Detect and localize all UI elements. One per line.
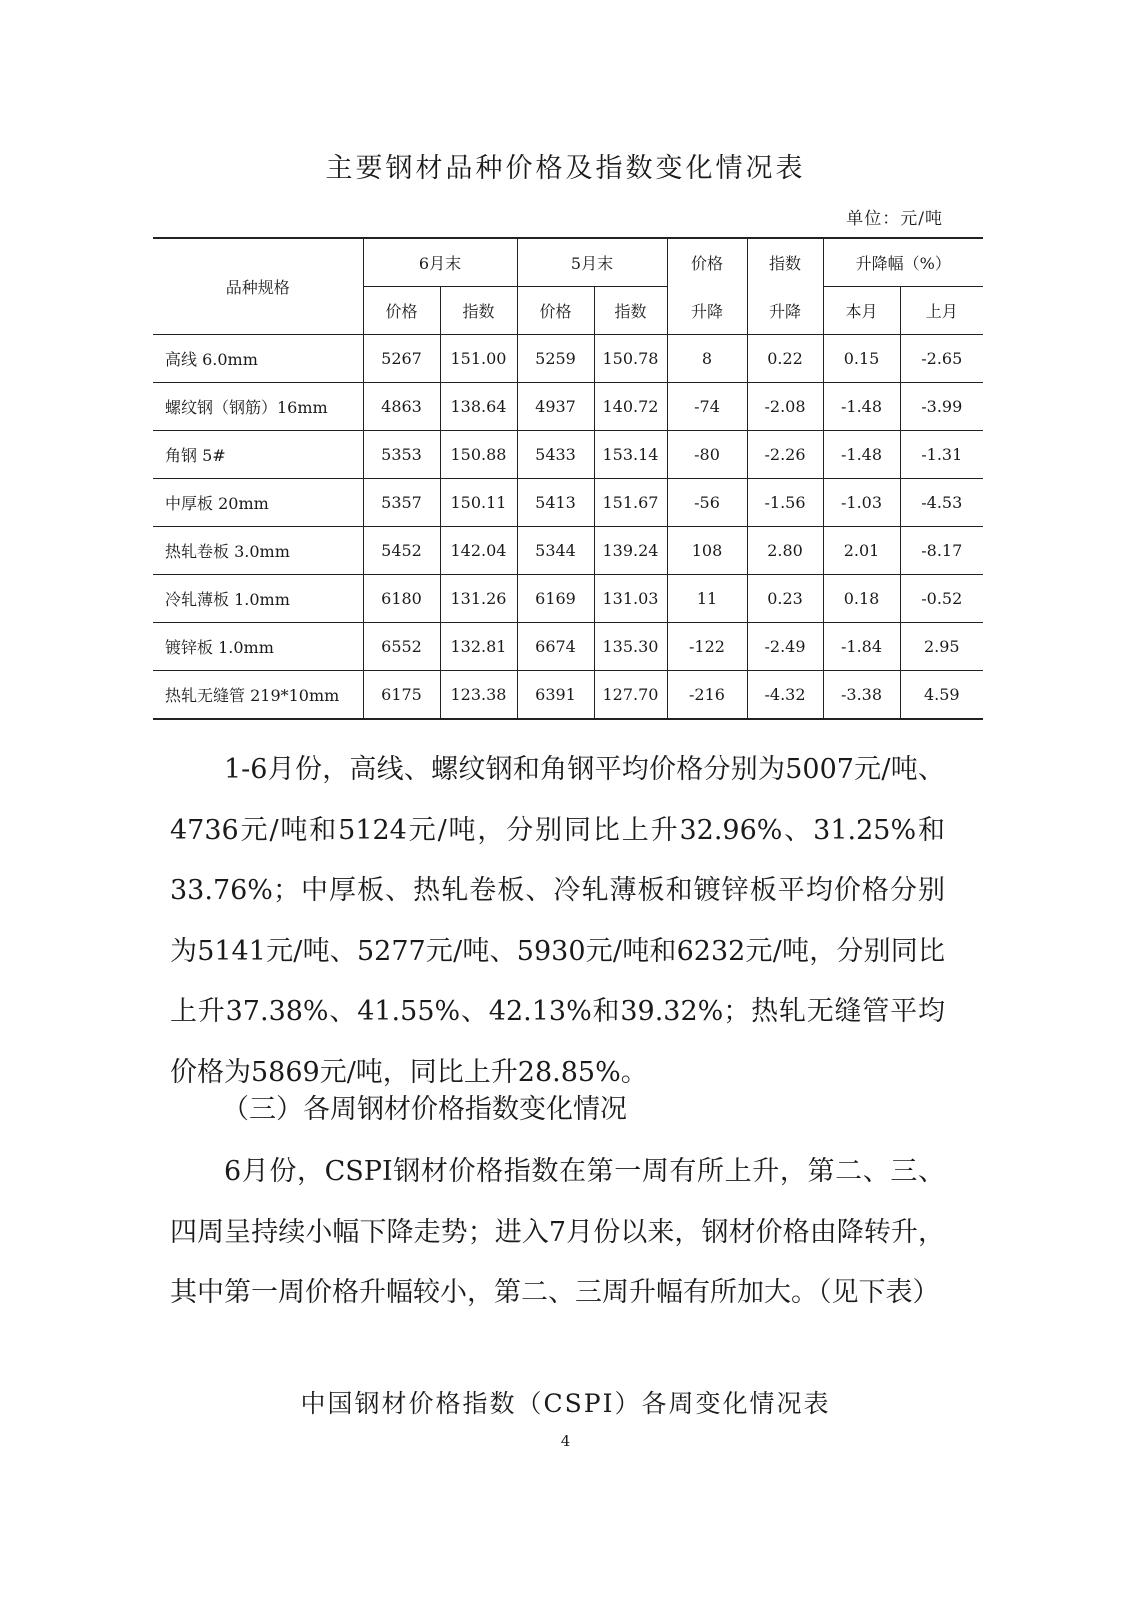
- cell-index-change: -4.32: [747, 671, 823, 720]
- header-price-change-bottom: 升降: [667, 287, 747, 335]
- cell-may-price: 5433: [517, 431, 594, 479]
- cell-this-month: 0.18: [823, 575, 900, 623]
- table-row: [153, 527, 983, 575]
- summary-paragraph: 1-6月份，高线、螺纹钢和角钢平均价格分别为5007元/吨、4736元/吨和5124元/吨，分别同比上升32.96%、31.25%和33.76%；中厚板、热轧卷板、冷轧薄板和镀锌板平均价格分别为5141元/吨、5277元/吨、5930元/吨和6232元/吨，分别同比上升37.38%、41.55%、42.13%和39.32%；热轧无缝管平均价格为5869元/吨，同比上升28.85%。: [170, 754, 945, 1088]
- header-this-month: 本月: [823, 287, 900, 335]
- cell-variety: 角钢 5#: [153, 431, 363, 479]
- cell-this-month: 0.15: [823, 335, 900, 383]
- header-variety: 品种规格: [153, 238, 363, 335]
- cell-june-price: 6180: [363, 575, 440, 623]
- header-may-price: 价格: [517, 287, 594, 335]
- cell-may-index: 127.70: [594, 671, 667, 720]
- cell-this-month: -1.48: [823, 431, 900, 479]
- cell-june-index: 142.04: [440, 527, 517, 575]
- cell-may-index: 150.78: [594, 335, 667, 383]
- cell-variety: 冷轧薄板 1.0mm: [153, 575, 363, 623]
- table-row: [153, 431, 983, 479]
- cell-variety: 热轧卷板 3.0mm: [153, 527, 363, 575]
- cell-this-month: -3.38: [823, 671, 900, 720]
- cell-may-price: 5259: [517, 335, 594, 383]
- table-title: 主要钢材品种价格及指数变化情况表: [325, 153, 806, 184]
- cell-june-index: 138.64: [440, 383, 517, 431]
- cell-index-change: 0.23: [747, 575, 823, 623]
- cell-june-price: 5353: [363, 431, 440, 479]
- cell-june-index: 150.88: [440, 431, 517, 479]
- cell-index-change: -2.26: [747, 431, 823, 479]
- cell-variety: 热轧无缝管 219*10mm: [153, 671, 363, 720]
- table-row: [153, 335, 983, 383]
- header-price-change-top: 价格: [667, 238, 747, 287]
- cell-this-month: -1.03: [823, 479, 900, 527]
- cell-this-month: 2.01: [823, 527, 900, 575]
- cell-may-price: 5413: [517, 479, 594, 527]
- header-may-end: 5月末: [517, 238, 667, 287]
- table-row: [153, 671, 983, 720]
- unit-label: 单位：元/吨: [846, 209, 943, 229]
- weekly-trend-paragraph: 6月份，CSPI钢材价格指数在第一周有所上升，第二、三、四周呈持续小幅下降走势；进入7月份以来，钢材价格由降转升，其中第一周价格升幅较小，第二、三周升幅有所加大。（见下表）: [170, 1156, 945, 1308]
- cell-variety: 镀锌板 1.0mm: [153, 623, 363, 671]
- cell-may-index: 135.30: [594, 623, 667, 671]
- cell-june-index: 132.81: [440, 623, 517, 671]
- table-row: [153, 575, 983, 623]
- header-last-month: 上月: [900, 287, 983, 335]
- cell-june-price: 5452: [363, 527, 440, 575]
- table-row: [153, 479, 983, 527]
- header-june-price: 价格: [363, 287, 440, 335]
- cell-may-index: 140.72: [594, 383, 667, 431]
- cell-price-change: 108: [667, 527, 747, 575]
- cell-may-index: 153.14: [594, 431, 667, 479]
- header-june-end: 6月末: [363, 238, 517, 287]
- cell-june-index: 123.38: [440, 671, 517, 720]
- cell-last-month: 2.95: [900, 623, 983, 671]
- cell-june-index: 131.26: [440, 575, 517, 623]
- header-index-change-top: 指数: [747, 238, 823, 287]
- cell-june-price: 5357: [363, 479, 440, 527]
- cell-may-index: 139.24: [594, 527, 667, 575]
- cell-index-change: -1.56: [747, 479, 823, 527]
- cell-index-change: -2.49: [747, 623, 823, 671]
- cell-index-change: -2.08: [747, 383, 823, 431]
- cell-may-price: 6674: [517, 623, 594, 671]
- cell-price-change: -80: [667, 431, 747, 479]
- cell-price-change: -74: [667, 383, 747, 431]
- cell-last-month: -2.65: [900, 335, 983, 383]
- header-index-change-bottom: 升降: [747, 287, 823, 335]
- section-heading: （三）各周钢材价格指数变化情况: [222, 1094, 627, 1125]
- header-may-index: 指数: [594, 287, 667, 335]
- cell-last-month: -4.53: [900, 479, 983, 527]
- cell-may-price: 6169: [517, 575, 594, 623]
- cell-price-change: 8: [667, 335, 747, 383]
- cell-last-month: -3.99: [900, 383, 983, 431]
- cell-last-month: 4.59: [900, 671, 983, 720]
- cell-variety: 高线 6.0mm: [153, 335, 363, 383]
- cell-may-index: 151.67: [594, 479, 667, 527]
- cell-june-price: 5267: [363, 335, 440, 383]
- cell-may-price: 6391: [517, 671, 594, 720]
- cell-may-price: 5344: [517, 527, 594, 575]
- cell-may-index: 131.03: [594, 575, 667, 623]
- steel-price-table: [153, 237, 983, 720]
- cell-price-change: -216: [667, 671, 747, 720]
- cell-june-index: 150.11: [440, 479, 517, 527]
- cell-june-index: 151.00: [440, 335, 517, 383]
- header-june-index: 指数: [440, 287, 517, 335]
- cell-price-change: 11: [667, 575, 747, 623]
- cell-index-change: 0.22: [747, 335, 823, 383]
- header-change-pct: 升降幅（%）: [823, 238, 983, 287]
- table-row: [153, 383, 983, 431]
- cell-last-month: -8.17: [900, 527, 983, 575]
- cell-june-price: 6552: [363, 623, 440, 671]
- cell-june-price: 6175: [363, 671, 440, 720]
- cell-price-change: -56: [667, 479, 747, 527]
- cell-variety: 螺纹钢（钢筋）16mm: [153, 383, 363, 431]
- cell-variety: 中厚板 20mm: [153, 479, 363, 527]
- cell-index-change: 2.80: [747, 527, 823, 575]
- page-number: 4: [560, 1432, 571, 1450]
- next-table-title: 中国钢材价格指数（CSPI）各周变化情况表: [300, 1389, 831, 1418]
- cell-last-month: -1.31: [900, 431, 983, 479]
- cell-this-month: -1.48: [823, 383, 900, 431]
- table-row: [153, 623, 983, 671]
- cell-june-price: 4863: [363, 383, 440, 431]
- cell-may-price: 4937: [517, 383, 594, 431]
- cell-last-month: -0.52: [900, 575, 983, 623]
- cell-this-month: -1.84: [823, 623, 900, 671]
- cell-price-change: -122: [667, 623, 747, 671]
